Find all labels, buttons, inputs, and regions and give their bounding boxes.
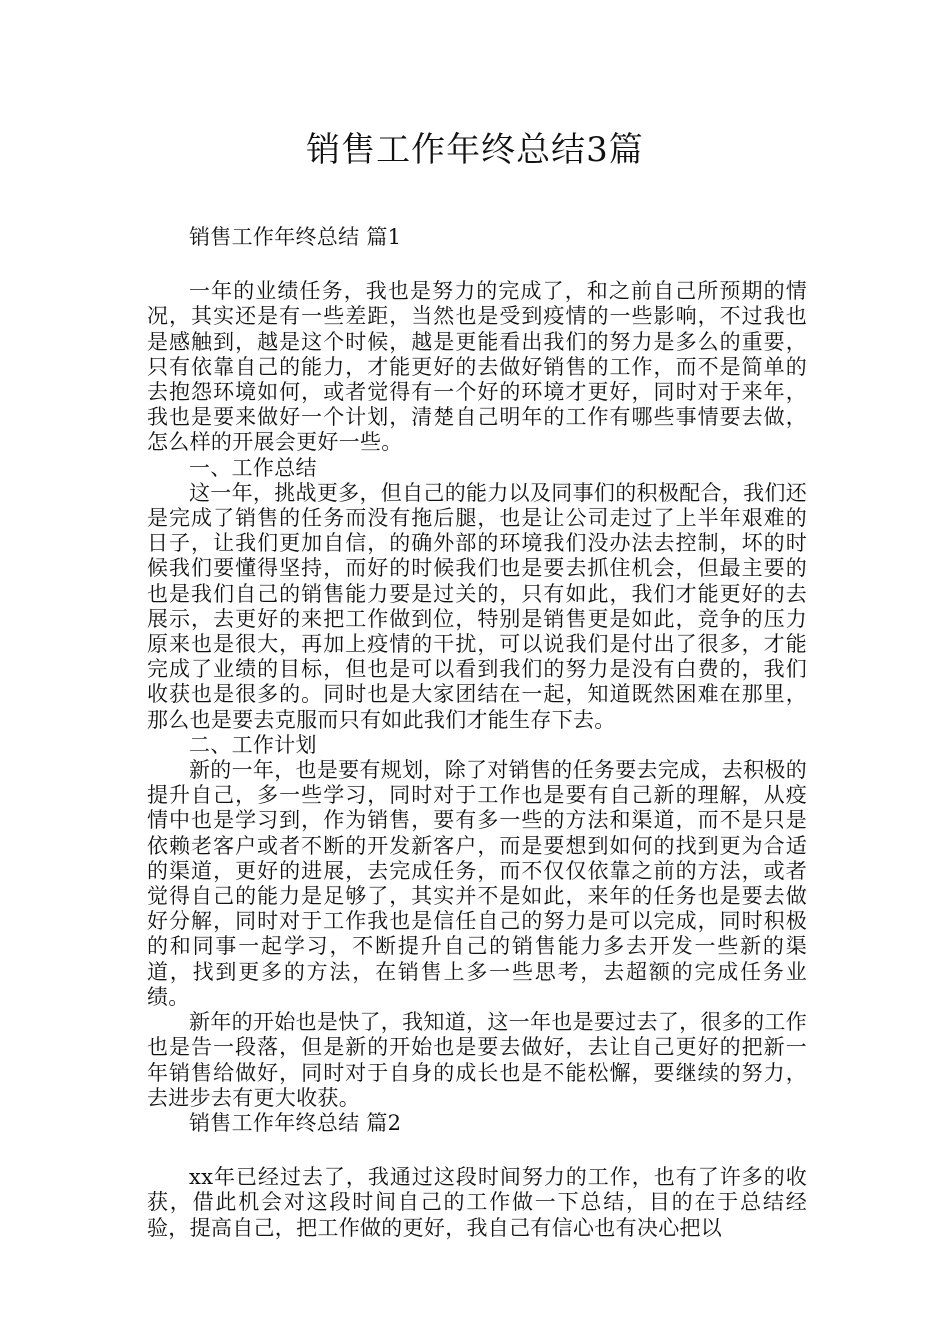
section-work-plan-body: 新的一年，也是要有规划，除了对销售的任务要去完成，去积极的提升自己，多一些学习，同时对于工作也是要有自己新的理解，从疫情中也是学习到，作为销售，要有多一些的方法和渠道，而不是只是依赖老客户或者不断的开发新客户，而是要想到如何的找到更为合适的渠道，更好的进展，去完成任务，而不仅仅依靠之前的方法，或者觉得自己的能力是足够了，其实并不是如此，来年的任务也是要去做好分解，同时对于工作我也是信任自己的努力是可以完成，同时积极的和同事一起学习，不断提升自己的销售能力多去开发一些新的渠道，找到更多的方法，在销售上多一些思考，去超额的完成任务业绩。 [147, 758, 807, 1009]
document-title: 销售工作年终总结3篇 [306, 130, 644, 170]
section-work-plan-title: 二、工作计划 [189, 732, 317, 757]
part2-heading: 销售工作年终总结 篇2 [189, 1110, 402, 1135]
document-body [147, 225, 807, 1241]
part1-intro-paragraph: 一年的业绩任务，我也是努力的完成了，和之前自己所预期的情况，其实还是有一些差距，当然也是受到疫情的一些影响，不过我也是感触到，越是这个时候，越是更能看出我们的努力是多么的重要，只有依靠自己的能力，才能更好的去做好销售的工作，而不是简单的去抱怨环境如何，或者觉得有一个好的环境才更好，同时对于来年，我也是要来做好一个计划，清楚自己明年的工作有哪些事情要去做，怎么样的开展会更好一些。 [147, 279, 807, 455]
part1-closing-paragraph: 新年的开始也是快了，我知道，这一年也是要过去了，很多的工作也是告一段落，但是新的开始也是要去做好，去让自己更好的把新一年销售给做好，同时对于自身的成长也是不能松懈，要继续的努力，去进步去有更大收获。 [147, 1010, 807, 1110]
section-work-summary-title: 一、工作总结 [189, 455, 317, 480]
part1-heading: 销售工作年终总结 篇1 [189, 225, 402, 249]
section-work-summary-body: 这一年，挑战更多，但自己的能力以及同事们的积极配合，我们还是完成了销售的任务而没有拖后腿，也是让公司走过了上半年艰难的日子，让我们更加自信，的确外部的环境我们没办法去控制，坏的时候我们要懂得坚持，而好的时候我们也是要去抓住机会，但最主要的也是我们自己的销售能力要是过关的，只有如此，我们才能更好的去展示，去更好的来把工作做到位，特别是销售更是如此，竞争的压力原来也是很大，再加上疫情的干扰，可以说我们是付出了很多，才能完成了业绩的目标，但也是可以看到我们的努力是没有白费的，我们收获也是很多的。同时也是大家团结在一起，知道既然困难在那里，那么也是要去克服而只有如此我们才能生存下去。 [147, 480, 807, 732]
part2-intro-paragraph: xx年已经过去了，我通过这段时间努力的工作，也有了许多的收获，借此机会对这段时间自己的工作做一下总结，目的在于总结经验，提高自己，把工作做的更好，我自己有信心也有决心把以 [147, 1165, 807, 1240]
